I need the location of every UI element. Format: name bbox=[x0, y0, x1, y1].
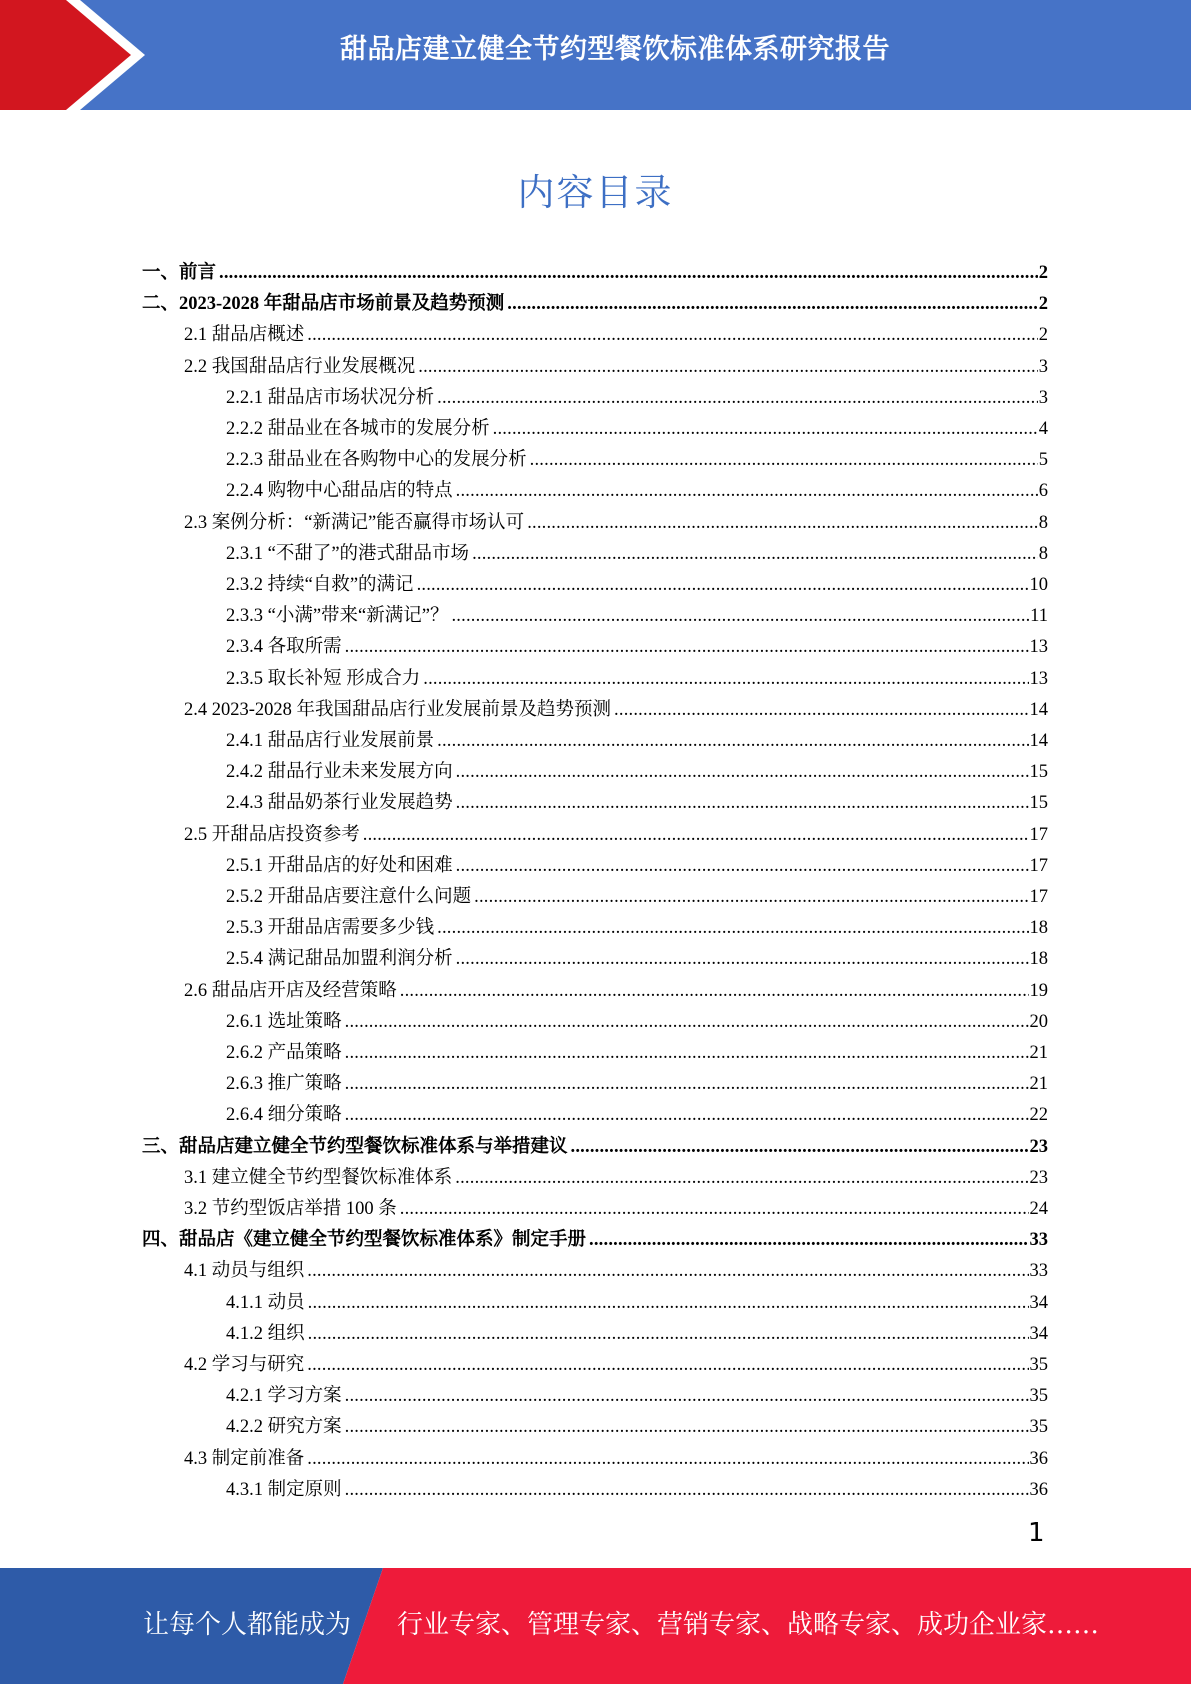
toc-entry-page: 34 bbox=[1029, 1323, 1048, 1344]
toc-entry-page: 11 bbox=[1030, 606, 1048, 627]
toc-entry[interactable] bbox=[142, 254, 1048, 285]
toc-entry-label: 2.5 开甜品店投资参考 bbox=[184, 824, 360, 845]
toc-entry-page: 14 bbox=[1029, 731, 1048, 751]
toc-entry-label: 2.2.4 购物中心甜品店的特点 bbox=[226, 481, 453, 502]
toc-entry-page: 15 bbox=[1029, 762, 1048, 783]
toc-heading: 内容目录 bbox=[517, 171, 674, 214]
toc-entry-label: 2.1 甜品店概述 bbox=[184, 325, 305, 346]
toc-entry[interactable] bbox=[184, 1440, 1048, 1471]
toc-entry[interactable] bbox=[184, 1190, 1048, 1221]
toc-entry-label: 2.3 案例分析：“新满记”能否赢得市场认可 bbox=[184, 512, 525, 533]
toc-entry-page: 17 bbox=[1029, 824, 1048, 845]
toc-entry[interactable] bbox=[226, 1315, 1048, 1346]
toc-entry[interactable] bbox=[226, 847, 1048, 878]
toc-entry-page: 33 bbox=[1029, 1230, 1048, 1251]
toc-entry-page: 8 bbox=[1038, 543, 1048, 564]
toc-entry[interactable] bbox=[226, 597, 1048, 628]
toc-entry[interactable] bbox=[142, 1221, 1048, 1252]
toc-entry-label: 4.2.1 学习方案 bbox=[226, 1386, 342, 1407]
toc-dot-leader bbox=[437, 916, 1028, 940]
toc-entry[interactable] bbox=[226, 940, 1048, 971]
toc-entry[interactable] bbox=[226, 1065, 1048, 1096]
toc-entry-page: 6 bbox=[1038, 481, 1048, 502]
toc-entry-page: 2 bbox=[1038, 294, 1048, 315]
toc-dot-leader bbox=[456, 947, 1029, 971]
toc-entry-page: 14 bbox=[1029, 699, 1048, 720]
report-title: 甜品店建立健全节约型餐饮标准体系研究报告 bbox=[340, 34, 890, 65]
toc-entry-label: 2.6 甜品店开店及经营策略 bbox=[184, 980, 397, 1001]
toc-dot-leader bbox=[345, 1041, 1029, 1065]
toc-entry-page: 21 bbox=[1029, 1074, 1048, 1095]
toc-entry-page: 19 bbox=[1029, 980, 1048, 1001]
toc-entry-page: 2 bbox=[1038, 325, 1048, 346]
toc-dot-leader bbox=[307, 1353, 1028, 1377]
toc-entry-label: 2.5.4 满记甜品加盟利润分析 bbox=[226, 949, 453, 970]
toc-entry-page: 35 bbox=[1029, 1417, 1048, 1438]
toc-dot-leader bbox=[493, 417, 1038, 441]
toc-entry[interactable] bbox=[184, 1159, 1048, 1190]
toc-entry-label: 2.4.3 甜品奶茶行业发展趋势 bbox=[226, 793, 453, 814]
toc-dot-leader bbox=[308, 1322, 1029, 1346]
toc-entry[interactable] bbox=[226, 1471, 1048, 1502]
toc-entry-page: 13 bbox=[1029, 668, 1048, 689]
toc-entry[interactable] bbox=[184, 504, 1048, 535]
toc-entry[interactable] bbox=[184, 1252, 1048, 1283]
toc-dot-leader bbox=[456, 854, 1029, 878]
toc-dot-leader bbox=[474, 885, 1028, 909]
toc-entry[interactable] bbox=[142, 285, 1048, 316]
toc-entry-label: 一、前言 bbox=[142, 263, 217, 283]
toc-entry-label: 2.2.2 甜品业在各城市的发展分析 bbox=[226, 419, 490, 439]
toc-dot-leader bbox=[400, 1197, 1029, 1221]
toc-entry-page: 33 bbox=[1029, 1261, 1048, 1282]
toc-entry-label: 2.2 我国甜品店行业发展概况 bbox=[184, 356, 416, 377]
toc-entry-label: 2.3.1 “不甜了”的港式甜品市场 bbox=[226, 543, 470, 564]
toc-entry-label: 4.3 制定前准备 bbox=[184, 1448, 305, 1469]
toc-entry-page: 20 bbox=[1029, 1011, 1048, 1032]
toc-entry[interactable] bbox=[226, 1096, 1048, 1127]
toc-dot-leader bbox=[345, 1103, 1029, 1127]
footer-slogan-right: 行业专家、管理专家、营销专家、战略专家、成功企业家…… bbox=[397, 1610, 1100, 1640]
toc-dot-leader bbox=[345, 1384, 1029, 1408]
toc-entry[interactable] bbox=[226, 909, 1048, 940]
toc-entry-label: 2.4 2023-2028 年我国甜品店行业发展前景及趋势预测 bbox=[184, 699, 612, 720]
toc-entry-label: 2.6.2 产品策略 bbox=[226, 1043, 342, 1063]
toc-entry-label: 3.1 建立健全节约型餐饮标准体系 bbox=[184, 1167, 453, 1188]
toc-entry[interactable] bbox=[226, 722, 1048, 753]
toc-entry-label: 4.1 动员与组织 bbox=[184, 1261, 305, 1282]
toc-entry-page: 17 bbox=[1029, 887, 1048, 907]
toc-entry-label: 2.4.1 甜品店行业发展前景 bbox=[226, 731, 435, 751]
toc-entry-page: 17 bbox=[1029, 855, 1048, 876]
toc-entry-label: 2.5.2 开甜品店要注意什么问题 bbox=[226, 887, 472, 907]
toc-entry-page: 13 bbox=[1029, 637, 1048, 658]
toc-entry-label: 4.1.2 组织 bbox=[226, 1323, 305, 1344]
toc-dot-leader bbox=[455, 1166, 1028, 1190]
toc-dot-leader bbox=[423, 667, 1028, 691]
toc-dot-leader bbox=[589, 1228, 1028, 1252]
toc-dot-leader bbox=[614, 698, 1028, 722]
toc-entry[interactable] bbox=[226, 1034, 1048, 1065]
report-header bbox=[0, 0, 1191, 110]
toc-entry-label: 2.5.3 开甜品店需要多少钱 bbox=[226, 918, 435, 939]
toc-dot-leader bbox=[456, 791, 1029, 815]
toc-dot-leader bbox=[308, 1291, 1029, 1315]
toc-entry-page: 35 bbox=[1029, 1355, 1048, 1375]
toc-dot-leader bbox=[345, 1010, 1029, 1034]
toc-entry[interactable] bbox=[142, 1128, 1048, 1159]
toc-entry-label: 2.6.3 推广策略 bbox=[226, 1074, 342, 1095]
toc-entry[interactable] bbox=[226, 1284, 1048, 1315]
toc-entry-label: 4.2.2 研究方案 bbox=[226, 1417, 342, 1438]
toc-entry[interactable] bbox=[226, 878, 1048, 909]
toc-dot-leader bbox=[456, 760, 1029, 784]
toc-entry[interactable] bbox=[226, 660, 1048, 691]
toc-entry-label: 2.2.3 甜品业在各购物中心的发展分析 bbox=[226, 450, 527, 471]
toc-dot-leader bbox=[307, 1447, 1028, 1471]
page-number: 1 bbox=[1028, 1518, 1045, 1548]
toc-entry-label: 二、2023-2028 年甜品店市场前景及趋势预测 bbox=[142, 294, 505, 315]
toc-entry[interactable] bbox=[226, 1003, 1048, 1034]
toc-dot-leader bbox=[219, 261, 1038, 285]
toc-entry-label: 2.5.1 开甜品店的好处和困难 bbox=[226, 855, 453, 876]
toc-entry[interactable] bbox=[184, 348, 1048, 379]
toc-dot-leader bbox=[345, 635, 1029, 659]
toc-dot-leader bbox=[456, 479, 1038, 503]
toc-entry[interactable] bbox=[226, 1408, 1048, 1439]
toc-dot-leader bbox=[345, 1415, 1029, 1439]
toc-entry-page: 23 bbox=[1029, 1167, 1048, 1188]
toc-entry[interactable] bbox=[184, 691, 1048, 722]
toc-dot-leader bbox=[345, 1072, 1029, 1096]
toc-dot-leader bbox=[571, 1135, 1029, 1159]
toc-entry[interactable] bbox=[226, 535, 1048, 566]
toc-entry-page: 24 bbox=[1029, 1199, 1048, 1219]
toc-entry-page: 15 bbox=[1029, 793, 1048, 814]
toc-entry-label: 2.3.4 各取所需 bbox=[226, 637, 342, 658]
toc-entry[interactable] bbox=[184, 816, 1048, 847]
toc-entry[interactable] bbox=[184, 972, 1048, 1003]
toc-entry[interactable] bbox=[226, 628, 1048, 659]
toc-dot-leader bbox=[345, 1478, 1029, 1502]
toc-dot-leader bbox=[307, 323, 1037, 347]
toc-entry-label: 三、甜品店建立健全节约型餐饮标准体系与举措建议 bbox=[142, 1136, 568, 1157]
toc-entry-page: 35 bbox=[1029, 1386, 1048, 1407]
toc-entry-page: 18 bbox=[1029, 949, 1048, 970]
toc-dot-leader bbox=[363, 823, 1029, 847]
toc-entry[interactable] bbox=[226, 379, 1048, 410]
toc-entry-label: 2.6.4 细分策略 bbox=[226, 1105, 342, 1126]
toc-dot-leader bbox=[527, 511, 1038, 535]
toc-entry-page: 8 bbox=[1038, 512, 1048, 533]
footer-slogan-left: 让每个人都能成为 bbox=[143, 1610, 352, 1640]
toc-entry-label: 4.1.1 动员 bbox=[226, 1292, 305, 1313]
toc-entry-page: 10 bbox=[1029, 575, 1048, 595]
toc-entry-page: 22 bbox=[1029, 1105, 1048, 1126]
toc-entry[interactable] bbox=[226, 1377, 1048, 1408]
toc-entry-page: 3 bbox=[1038, 387, 1048, 408]
toc-entry-label: 4.3.1 制定原则 bbox=[226, 1479, 342, 1500]
toc-entry-label: 2.2.1 甜品店市场状况分析 bbox=[226, 387, 435, 408]
toc-entry[interactable] bbox=[226, 441, 1048, 472]
toc-entry-label: 2.4.2 甜品行业未来发展方向 bbox=[226, 762, 453, 783]
toc-entry-page: 18 bbox=[1029, 918, 1048, 939]
toc-dot-leader bbox=[437, 729, 1028, 753]
toc-entry-page: 2 bbox=[1038, 263, 1048, 283]
toc-entry-page: 3 bbox=[1038, 356, 1048, 377]
toc-entry-label: 2.3.2 持续“自救”的满记 bbox=[226, 575, 414, 595]
toc-entry[interactable] bbox=[184, 316, 1048, 347]
toc-dot-leader bbox=[451, 604, 1029, 628]
toc-entry-label: 2.6.1 选址策略 bbox=[226, 1011, 342, 1032]
toc-entry-page: 34 bbox=[1029, 1292, 1048, 1313]
toc-entry[interactable] bbox=[226, 472, 1048, 503]
toc-entry[interactable] bbox=[226, 753, 1048, 784]
toc-entry-page: 21 bbox=[1029, 1043, 1048, 1063]
report-footer bbox=[0, 1568, 1191, 1684]
toc-dot-leader bbox=[307, 1259, 1028, 1283]
toc-entry[interactable] bbox=[184, 1346, 1048, 1377]
toc-entry-label: 四、甜品店《建立健全节约型餐饮标准体系》制定手册 bbox=[142, 1230, 587, 1251]
toc-dot-leader bbox=[472, 542, 1038, 566]
toc-entry-page: 36 bbox=[1029, 1479, 1048, 1500]
toc-dot-leader bbox=[507, 292, 1037, 316]
toc-entry-label: 2.3.3 “小满”带来“新满记”？ bbox=[226, 606, 449, 627]
toc-entry[interactable] bbox=[226, 566, 1048, 597]
toc-entry-label: 2.3.5 取长补短 形成合力 bbox=[226, 668, 421, 689]
toc-entry[interactable] bbox=[226, 784, 1048, 815]
toc-dot-leader bbox=[530, 448, 1038, 472]
toc-dot-leader bbox=[400, 979, 1029, 1003]
toc-dot-leader bbox=[417, 573, 1029, 597]
toc-entry-page: 4 bbox=[1038, 419, 1048, 439]
toc-entry-page: 5 bbox=[1038, 450, 1048, 471]
toc-entry-label: 3.2 节约型饭店举措 100 条 bbox=[184, 1199, 397, 1219]
toc-dot-leader bbox=[437, 386, 1038, 410]
toc-dot-leader bbox=[418, 355, 1037, 379]
toc-entry-label: 4.2 学习与研究 bbox=[184, 1355, 305, 1375]
toc-entry[interactable] bbox=[226, 410, 1048, 441]
toc-entry-page: 23 bbox=[1029, 1136, 1048, 1157]
toc-entry-page: 36 bbox=[1029, 1448, 1048, 1469]
